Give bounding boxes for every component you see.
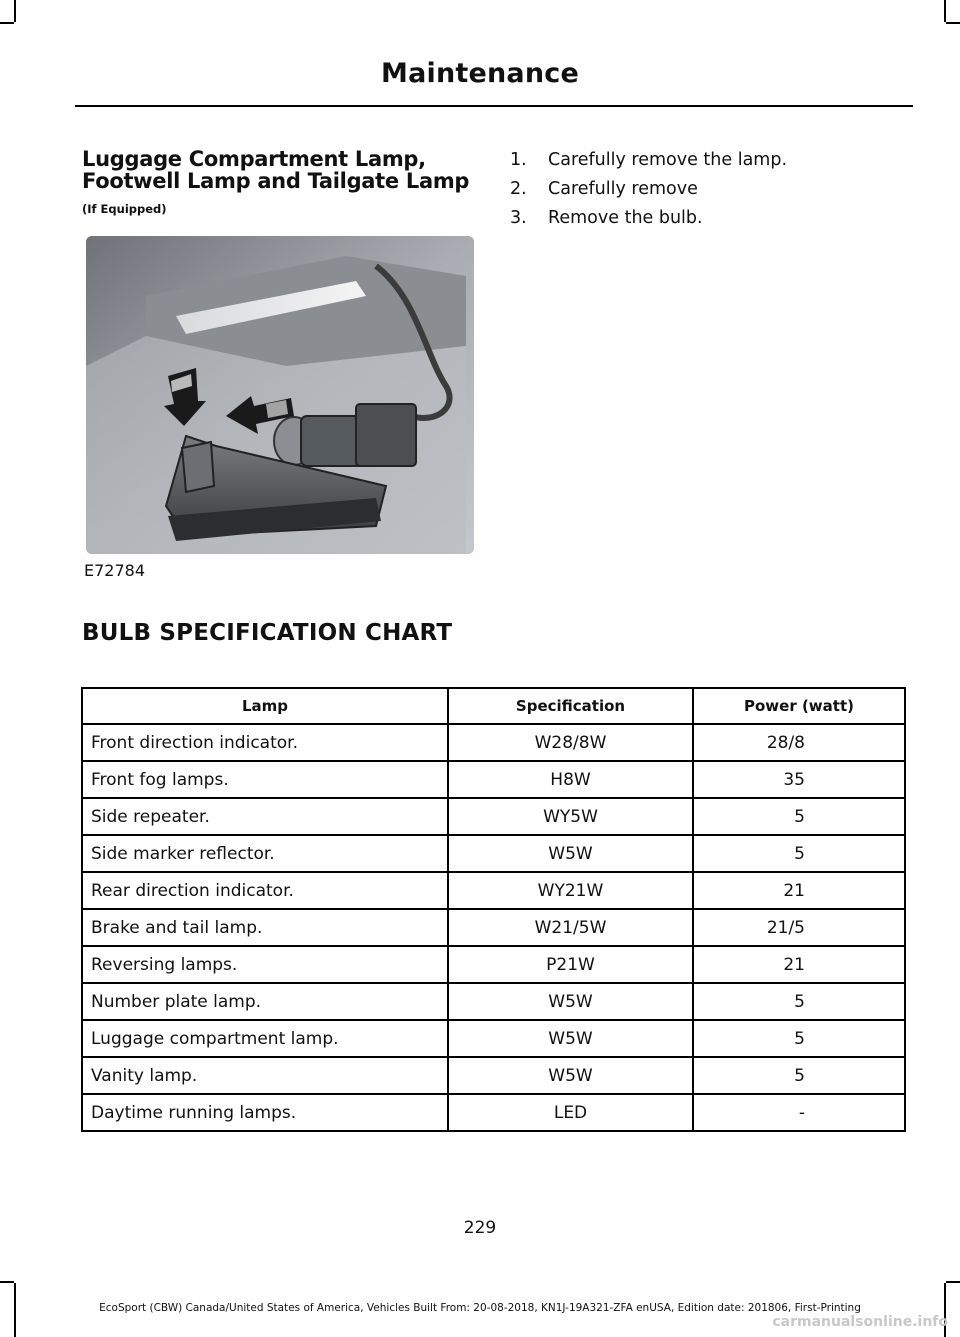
- table-row: [82, 872, 905, 909]
- cell-specification: P21W: [448, 946, 693, 983]
- step-number: 2.: [510, 179, 527, 199]
- cell-power: 35: [693, 761, 905, 798]
- section-title-line-2: Footwell Lamp and Tailgate Lamp: [82, 169, 470, 193]
- page-number: 229: [463, 1218, 497, 1238]
- cell-lamp: Brake and tail lamp.: [82, 909, 448, 946]
- crop-mark: [0, 22, 14, 24]
- cell-lamp: Number plate lamp.: [82, 983, 448, 1020]
- section-title: [82, 148, 482, 192]
- cell-specification: W5W: [448, 1057, 693, 1094]
- cell-lamp: Daytime running lamps.: [82, 1094, 448, 1131]
- figure-code: E72784: [84, 561, 146, 580]
- step-number: 1.: [510, 150, 527, 170]
- watermark: carmanualsonline.info: [772, 1314, 948, 1330]
- page-header-title: Maintenance: [381, 58, 579, 89]
- column-header-specification: Specification: [448, 688, 693, 724]
- cell-power: 21: [693, 872, 905, 909]
- cell-lamp: Side repeater.: [82, 798, 448, 835]
- table-row: [82, 909, 905, 946]
- table-row: [82, 1094, 905, 1131]
- table-row: [82, 798, 905, 835]
- cell-specification: WY21W: [448, 872, 693, 909]
- table-row: [82, 1057, 905, 1094]
- cell-lamp: Luggage compartment lamp.: [82, 1020, 448, 1057]
- page-footer: EcoSport (CBW) Canada/United States of America, Vehicles Built From: 20-08-2018, KN1J-19A321-ZFA enUSA, Edition date: 201806, First-Printing: [99, 1302, 861, 1314]
- bulb-chart-title: BULB SPECIFICATION CHART: [82, 620, 453, 646]
- table-row: [82, 835, 905, 872]
- step-number: 3.: [510, 208, 527, 228]
- table-header-row: [82, 688, 905, 724]
- cell-specification: W21/5W: [448, 909, 693, 946]
- crop-mark: [944, 0, 946, 22]
- cell-power: 5: [693, 798, 905, 835]
- cell-lamp: Side marker reflector.: [82, 835, 448, 872]
- cell-power: 5: [693, 835, 905, 872]
- table-row: [82, 983, 905, 1020]
- cell-specification: LED: [448, 1094, 693, 1131]
- table-row: [82, 946, 905, 983]
- instruction-steps: [510, 146, 910, 233]
- cell-lamp: Rear direction indicator.: [82, 872, 448, 909]
- step-item: [510, 204, 910, 233]
- cell-power: -: [693, 1094, 905, 1131]
- cell-specification: W5W: [448, 1020, 693, 1057]
- crop-mark: [14, 0, 16, 22]
- bulb-specification-table: [81, 687, 906, 1132]
- cell-specification: H8W: [448, 761, 693, 798]
- section-note: (If Equipped): [82, 202, 167, 216]
- crop-mark: [946, 1281, 960, 1283]
- cell-power: 5: [693, 1057, 905, 1094]
- cell-specification: W28/8W: [448, 724, 693, 761]
- table-row: [82, 724, 905, 761]
- cell-power: 21: [693, 946, 905, 983]
- cell-lamp: Vanity lamp.: [82, 1057, 448, 1094]
- step-text: Remove the bulb.: [548, 208, 703, 228]
- cell-power: 21/5: [693, 909, 905, 946]
- cell-power: 5: [693, 1020, 905, 1057]
- step-item: [510, 146, 910, 175]
- table-row: [82, 1020, 905, 1057]
- cell-specification: W5W: [448, 835, 693, 872]
- cell-specification: WY5W: [448, 798, 693, 835]
- step-item: [510, 175, 910, 204]
- header-divider: [75, 105, 913, 107]
- section-title-line-1: Luggage Compartment Lamp,: [82, 147, 426, 171]
- crop-mark: [946, 22, 960, 24]
- cell-specification: W5W: [448, 983, 693, 1020]
- cell-lamp: Reversing lamps.: [82, 946, 448, 983]
- column-header-lamp: Lamp: [82, 688, 448, 724]
- step-text: Carefully remove the lamp.: [548, 150, 788, 170]
- table-row: [82, 761, 905, 798]
- crop-mark: [0, 1281, 14, 1283]
- step-text: Carefully remove: [548, 179, 698, 199]
- column-header-power: Power (watt): [693, 688, 905, 724]
- cell-power: 5: [693, 983, 905, 1020]
- lamp-removal-illustration: [86, 236, 474, 554]
- cell-lamp: Front direction indicator.: [82, 724, 448, 761]
- cell-power: 28/8: [693, 724, 905, 761]
- cell-lamp: Front fog lamps.: [82, 761, 448, 798]
